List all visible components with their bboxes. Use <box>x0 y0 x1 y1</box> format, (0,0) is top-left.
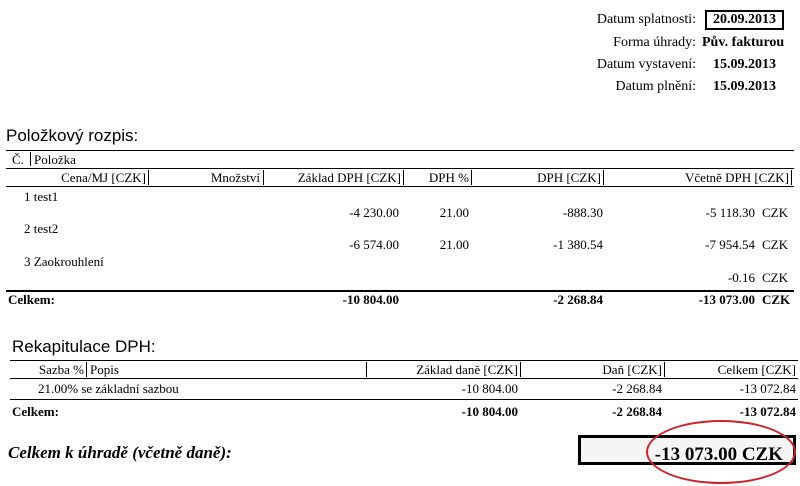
recap-col-rate-header: Sazba % <box>38 362 84 377</box>
col-divider <box>86 362 87 377</box>
items-header-divider <box>6 168 794 169</box>
col-number-header: Č. <box>12 152 24 167</box>
recap-row-total: -13 072.84 <box>739 381 796 396</box>
item-name: 3 Zaokrouhlení <box>24 254 104 269</box>
items-top-border <box>6 150 794 151</box>
item-vat: -888.30 <box>562 205 603 220</box>
payment-form-value: Pův. fakturou <box>702 35 785 50</box>
items-total-vat-base: -10 804.00 <box>342 292 399 307</box>
recap-col-desc-header: Popis <box>90 362 119 377</box>
recap-row-vat: -2 268.84 <box>612 381 662 396</box>
recap-total-vat: -2 268.84 <box>612 404 662 419</box>
fulfillment-date-value: 15.09.2013 <box>713 79 776 94</box>
vat-recap-title: Rekapitulace DPH: <box>12 337 156 356</box>
col-vat-rate-header: DPH % <box>428 170 469 185</box>
col-unit-price-header: Cena/MJ [CZK] <box>61 170 146 185</box>
item-currency: CZK <box>762 237 788 252</box>
item-currency: CZK <box>762 205 788 220</box>
col-divider <box>603 170 604 185</box>
items-total-label: Celkem: <box>8 292 55 307</box>
due-date-label: Datum splatnosti: <box>596 12 696 27</box>
col-divider <box>30 152 31 166</box>
col-divider <box>148 170 149 185</box>
item-vat-base: -4 230.00 <box>349 205 399 220</box>
item-incl-vat: -0.16 <box>727 270 755 285</box>
col-vat-header: DPH [CZK] <box>537 170 601 185</box>
recap-top-border <box>10 360 798 361</box>
col-item-header: Položka <box>34 152 76 167</box>
due-date-value: 20.09.2013 <box>705 10 784 30</box>
items-section-title: Položkový rozpis: <box>6 126 139 145</box>
highlight-circle <box>646 420 796 484</box>
col-divider <box>366 362 367 377</box>
recap-header-divider <box>10 378 798 379</box>
issue-date-value: 15.09.2013 <box>713 57 776 72</box>
item-vat: -1 380.54 <box>553 237 603 252</box>
col-incl-vat-header: Včetně DPH [CZK] <box>685 170 789 185</box>
payment-form-label: Forma úhrady: <box>613 35 696 50</box>
item-name: 1 test1 <box>24 189 59 204</box>
col-quantity-header: Množství <box>210 170 260 185</box>
recap-total-base: -10 804.00 <box>461 404 518 419</box>
recap-total-label: Celkem: <box>12 404 59 419</box>
items-columns-divider <box>6 186 794 187</box>
fulfillment-date-label: Datum plnění: <box>615 79 696 94</box>
recap-col-vat-header: Daň [CZK] <box>602 362 662 377</box>
recap-row-base: -10 804.00 <box>461 381 518 396</box>
col-divider <box>791 170 792 185</box>
col-divider <box>664 362 665 377</box>
recap-total-total: -13 072.84 <box>739 404 796 419</box>
col-divider <box>471 170 472 185</box>
item-vat-rate: 21.00 <box>439 237 469 252</box>
items-total-incl-vat: -13 073.00 <box>698 292 755 307</box>
col-vat-base-header: Základ DPH [CZK] <box>297 170 401 185</box>
grand-total-label: Celkem k úhradě (včetně daně): <box>8 443 232 462</box>
items-total-currency: CZK <box>762 292 791 307</box>
col-divider <box>520 362 521 377</box>
recap-col-base-header: Základ daně [CZK] <box>416 362 518 377</box>
col-divider <box>263 170 264 185</box>
recap-row-desc: 21.00% se základní sazbou <box>38 381 179 396</box>
recap-total-divider <box>10 399 798 400</box>
item-vat-base: -6 574.00 <box>349 237 399 252</box>
recap-col-total-header: Celkem [CZK] <box>717 362 796 377</box>
issue-date-label: Datum vystavení: <box>596 57 696 72</box>
grand-total-value: -13 073.00 CZK <box>654 444 783 465</box>
item-incl-vat: -7 954.54 <box>705 237 755 252</box>
item-currency: CZK <box>762 270 788 285</box>
items-total-vat: -2 268.84 <box>553 292 603 307</box>
item-incl-vat: -5 118.30 <box>705 205 755 220</box>
col-divider <box>403 170 404 185</box>
item-vat-rate: 21.00 <box>439 205 469 220</box>
item-name: 2 test2 <box>24 221 59 236</box>
